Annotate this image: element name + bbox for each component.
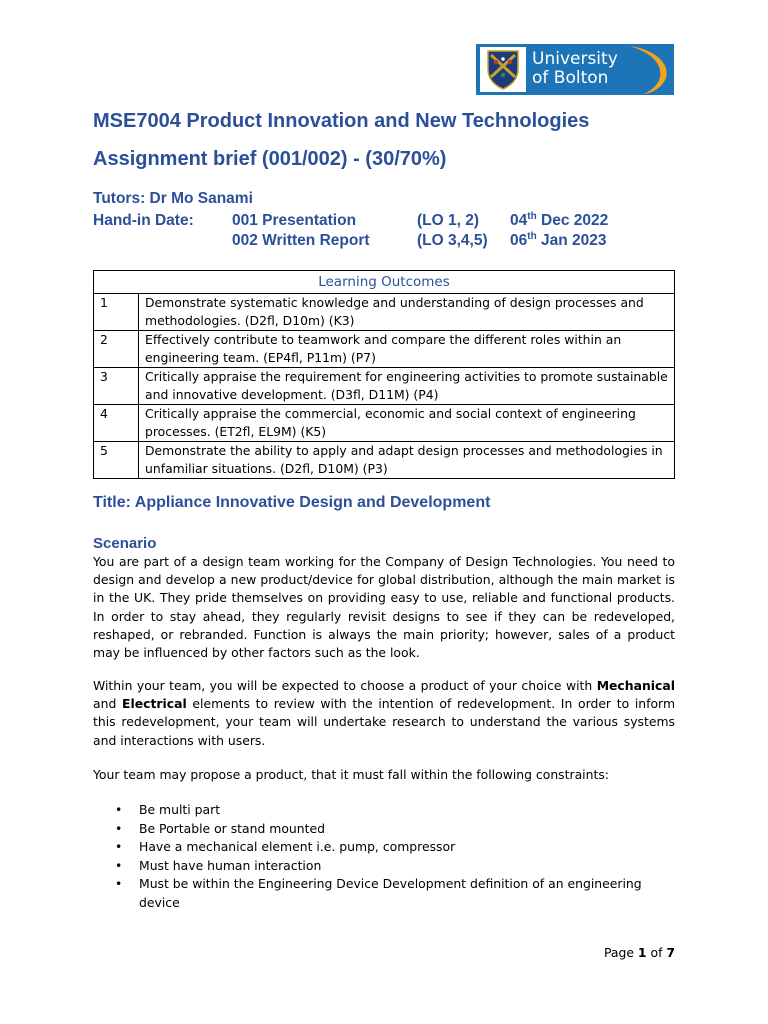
date-suffix: th xyxy=(527,210,537,222)
scenario-heading: Scenario xyxy=(93,535,157,552)
outcome-text: Critically appraise the requirement for engineering activities to promote sustainable and innovative development. (D3fl, D11M) (P4) xyxy=(139,368,675,405)
bullet-icon: • xyxy=(115,857,123,873)
handin-lo: (LO 3,4,5) xyxy=(417,232,488,249)
scenario-paragraph: You are part of a design team working for the Company of Design Technologies. You need to design and develop a new product/device for global distribution, although the main market is in the UK. They pride themselves on providing easy to use, reliable and functional products. In order to stay ahead, they regularly revisit designs to see if they can be redeveloped, reshaped, or rebranded. Function is always the main priority; however, sales of a product may be influenced by other factors such as the look. xyxy=(93,554,675,661)
date-rest: Jan 2023 xyxy=(536,232,607,249)
outcome-text: Demonstrate the ability to apply and adapt design processes and methodologies in unfamiliar situations. (D2fl, D10M) (P3) xyxy=(139,442,675,479)
date-day: 04 xyxy=(510,212,528,229)
table-row xyxy=(94,368,675,405)
list-item-text: Be multi part xyxy=(139,802,221,817)
table-header: Learning Outcomes xyxy=(94,271,675,294)
table-row xyxy=(94,405,675,442)
constraints-list xyxy=(93,801,675,913)
handin-date xyxy=(510,212,608,230)
handin-lo: (LO 1, 2) xyxy=(417,212,480,229)
handin-date xyxy=(510,232,607,250)
bullet-icon: • xyxy=(115,820,123,836)
para-text: and xyxy=(93,696,122,712)
outcome-number: 1 xyxy=(94,294,139,331)
outcome-text: Critically appraise the commercial, economic and social context of engineering processes. (ET2fl, EL9M) (K5) xyxy=(139,405,675,442)
logo-line2: of Bolton xyxy=(532,68,609,88)
date-day: 06 xyxy=(510,232,528,249)
list-item-text: Must be within the Engineering Device Development definition of an engineering device xyxy=(139,876,642,910)
outcome-number: 3 xyxy=(94,368,139,405)
list-item-text: Must have human interaction xyxy=(139,857,322,873)
current-page: 1 xyxy=(637,945,647,960)
date-suffix: th xyxy=(527,230,537,242)
handin-label: Hand-in Date: xyxy=(93,212,194,229)
university-logo xyxy=(476,44,674,95)
total-pages: 7 xyxy=(666,945,675,960)
bold-term: Electrical xyxy=(122,696,187,712)
table-row xyxy=(94,331,675,368)
of-label: of xyxy=(646,945,667,960)
team-paragraph xyxy=(93,677,675,750)
section-title: Title: Appliance Innovative Design and Development xyxy=(93,494,491,511)
outcome-text: Demonstrate systematic knowledge and understanding of design processes and methodologies. (D2fl, D10m) (K3) xyxy=(139,294,675,331)
bold-term: Mechanical xyxy=(596,678,675,693)
handin-item: 002 Written Report xyxy=(232,232,370,249)
list-item xyxy=(93,857,675,876)
logo-line1: University xyxy=(532,49,618,69)
table-row xyxy=(94,442,675,479)
learning-outcomes-table xyxy=(93,270,675,479)
outcome-number: 5 xyxy=(94,442,139,479)
outcome-number: 4 xyxy=(94,405,139,442)
logo-wordmark xyxy=(532,50,618,88)
outcome-text: Effectively contribute to teamwork and compare the different roles within an engineering team. (EP4fl, P11m) (P7) xyxy=(139,331,675,368)
para-text: Within your team, you will be expected to choose a product of your choice with xyxy=(93,678,597,693)
para-text: elements to review with the intention of redevelopment. In order to inform this redevelopment, your team will undertake research to understand the various systems and interactions with users. xyxy=(93,696,676,748)
page-label: Page xyxy=(603,945,638,960)
assignment-subtitle: Assignment brief (001/002) - (30/70%) xyxy=(93,148,447,170)
table-row xyxy=(94,294,675,331)
crest-icon xyxy=(480,47,526,92)
outcome-number: 2 xyxy=(94,331,139,368)
list-item-text: Be Portable or stand mounted xyxy=(139,820,325,836)
list-item xyxy=(93,838,675,857)
list-item-text: Have a mechanical element i.e. pump, compressor xyxy=(139,839,456,855)
date-rest: Dec 2022 xyxy=(536,212,609,229)
bullet-icon: • xyxy=(115,802,123,817)
tutors-line: Tutors: Dr Mo Sanami xyxy=(93,190,253,207)
bullet-icon: • xyxy=(115,876,123,892)
bullet-icon: • xyxy=(115,839,123,855)
handin-item: 001 Presentation xyxy=(232,212,357,229)
swoosh-icon xyxy=(626,44,674,95)
list-item xyxy=(93,801,675,820)
constraints-intro: Your team may propose a product, that it must fall within the following constraints: xyxy=(93,767,609,782)
list-item xyxy=(93,820,675,839)
page-number xyxy=(600,945,675,960)
page-title: MSE7004 Product Innovation and New Technologies xyxy=(93,110,590,132)
list-item xyxy=(93,875,675,912)
